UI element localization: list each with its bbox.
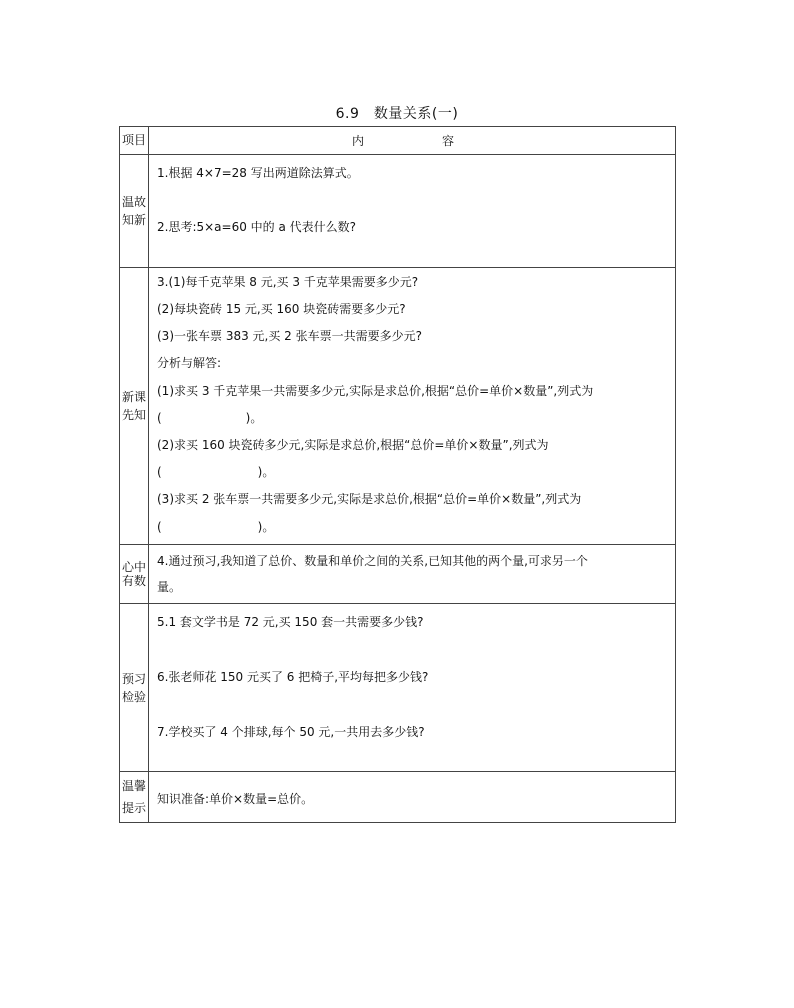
- label-text: 温故知新: [121, 195, 146, 227]
- header-item: 项目: [120, 127, 149, 155]
- section-content-check: [149, 604, 676, 772]
- section-label-check: [120, 604, 149, 772]
- section-content-tips: [149, 772, 676, 823]
- section-tips: [120, 772, 676, 823]
- section-content-review: [149, 155, 676, 268]
- worksheet-table: [119, 126, 676, 823]
- section-content-mind: [149, 545, 676, 604]
- section-label-preview: [120, 268, 149, 545]
- question-2: 2.思考:5×a=60 中的 a 代表什么数?: [157, 220, 357, 234]
- section-label-mind: [120, 545, 149, 604]
- label-text: 温馨提示: [121, 779, 146, 815]
- answer-blank-1[interactable]: ( )。: [157, 411, 263, 425]
- tip-text: 知识准备:单价×数量=总价。: [157, 792, 314, 806]
- section-mind: [120, 545, 676, 604]
- question-4-cont: 量。: [157, 580, 182, 594]
- analysis-1: (1)求买 3 千克苹果一共需要多少元,实际是求总价,根据“总价=单价×数量”,列式为: [157, 384, 594, 398]
- question-1: 1.根据 4×7=28 写出两道除法算式。: [157, 166, 359, 180]
- question-6: 6.张老师花 150 元买了 6 把椅子,平均每把多少钱?: [157, 670, 429, 684]
- section-label-tips: [120, 772, 149, 823]
- section-label-review: [120, 155, 149, 268]
- section-check: [120, 604, 676, 772]
- analysis-heading: 分析与解答:: [157, 356, 222, 370]
- section-review: [120, 155, 676, 268]
- question-3-1: 3.(1)每千克苹果 8 元,买 3 千克苹果需要多少元?: [157, 275, 419, 289]
- header-row: [120, 127, 676, 155]
- section-preview: [120, 268, 676, 545]
- answer-blank-2[interactable]: ( )。: [157, 465, 275, 479]
- section-content-preview: [149, 268, 676, 545]
- page-title: 6.9 数量关系(一): [335, 106, 459, 122]
- header-content: 内 容: [149, 127, 676, 155]
- analysis-2: (2)求买 160 块瓷砖多少元,实际是求总价,根据“总价=单价×数量”,列式为: [157, 438, 549, 452]
- analysis-3: (3)求买 2 张车票一共需要多少元,实际是求总价,根据“总价=单价×数量”,列式为: [157, 492, 582, 506]
- label-text: 预习检验: [121, 671, 146, 704]
- question-3-2: (2)每块瓷砖 15 元,买 160 块瓷砖需要多少元?: [157, 302, 406, 316]
- label-text: 新课先知: [121, 390, 146, 422]
- answer-blank-3[interactable]: ( )。: [157, 520, 275, 534]
- question-7: 7.学校买了 4 个排球,每个 50 元,一共用去多少钱?: [157, 725, 425, 739]
- question-4: 4.通过预习,我知道了总价、数量和单价之间的关系,已知其他的两个量,可求另一个: [157, 554, 588, 568]
- question-3-3: (3)一张车票 383 元,买 2 张车票一共需要多少元?: [157, 329, 422, 343]
- question-5: 5.1 套文学书是 72 元,买 150 套一共需要多少钱?: [157, 615, 424, 629]
- label-text: 心中有数: [121, 559, 146, 588]
